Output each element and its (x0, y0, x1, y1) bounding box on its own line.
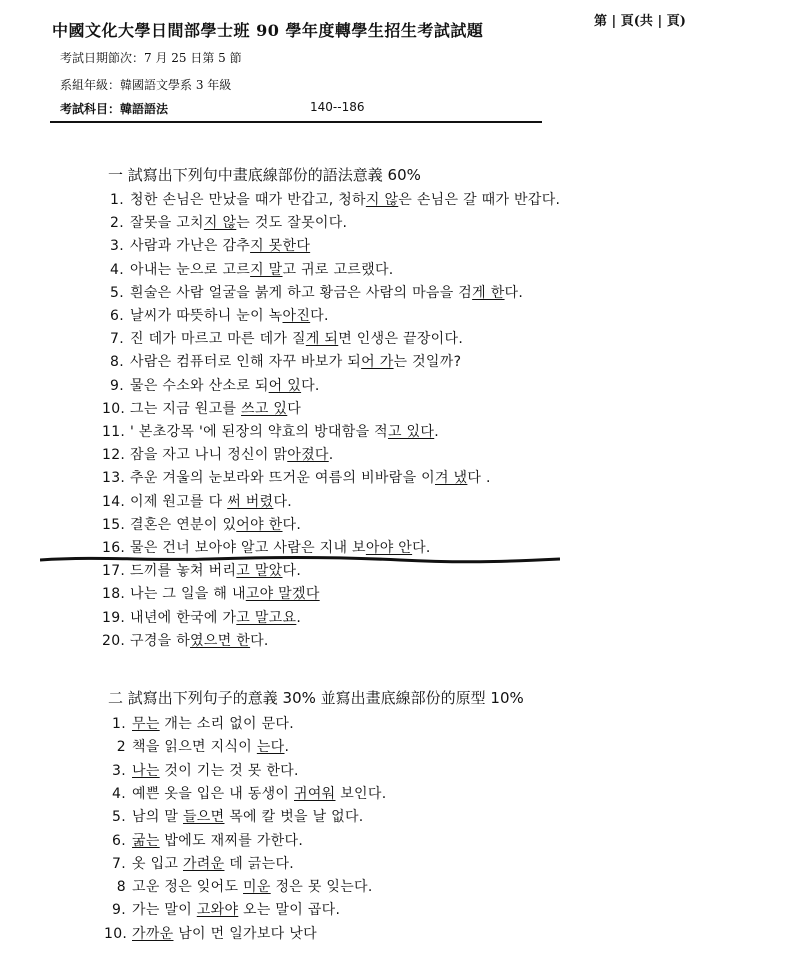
header-divider (50, 121, 542, 123)
underlined-part: 지 말 (250, 261, 283, 278)
question-number: 10. (104, 925, 128, 942)
question-text: 보인다. (335, 785, 387, 802)
question-text: 남의 말 (132, 809, 183, 826)
question-text: 목에 칼 벗을 날 없다. (224, 809, 364, 826)
question-item (102, 282, 523, 302)
question-item (104, 736, 289, 756)
question-text: 다. (504, 284, 524, 301)
question-item (104, 923, 317, 943)
question-item (102, 375, 320, 395)
section-2-heading: 二 試寫出下列句子的意義 30% 並寫出畫底線部份的原型 10% (108, 689, 524, 707)
question-text: 개는 소리 없이 문다. (159, 716, 294, 732)
question-text: 고 귀로 고르랬다. (282, 261, 394, 278)
question-text: 나는 그 일을 해 내 (130, 586, 246, 603)
question-text: . (328, 447, 334, 464)
question-text: 다. (412, 540, 431, 556)
underlined-part: 게 한 (472, 284, 505, 301)
question-item (102, 421, 439, 441)
question-text: 고운 정은 잊어도 (132, 879, 244, 896)
question-number: 7. (110, 331, 124, 348)
question-item (102, 328, 463, 348)
question-number: 5. (110, 284, 124, 301)
underlined-part: 지 않 (365, 192, 399, 208)
question-number: 3. (110, 238, 124, 255)
question-text: . (284, 739, 290, 756)
underlined-part: 들으면 (182, 809, 225, 826)
underlined-part: 지 않 (203, 215, 237, 232)
underlined-part: 고 말고요 (236, 609, 297, 626)
question-number: 10. (102, 400, 126, 417)
question-text: 정은 못 잊는다. (270, 879, 373, 896)
underlined-part: 고와야 (196, 902, 239, 919)
question-text: 물은 건너 보아야 알고 사람은 지내 보 (130, 540, 366, 556)
question-number: 19. (102, 609, 126, 626)
question-text: 잠을 자고 나니 정신이 맑 (130, 447, 288, 464)
underlined-part: 고 말았 (236, 563, 283, 580)
question-number: 8. (110, 354, 124, 371)
question-text: 진 데가 마르고 마른 데가 질 (130, 331, 306, 348)
question-text: 다. (273, 493, 293, 510)
exam-time: 考試日期節次：7 月 25 日第 5 節 (60, 51, 242, 65)
exam-subject: 考試科目：韓語語法 (60, 102, 169, 116)
question-text: 는 것일까? (393, 354, 462, 371)
question-item (104, 830, 303, 850)
question-item (102, 351, 461, 371)
question-text: 다. (250, 632, 269, 649)
question-number: 17. (102, 563, 126, 580)
underlined-part: 는다 (256, 739, 285, 756)
question-number: 15. (102, 516, 126, 533)
underlined-part: 아졌다 (287, 447, 329, 464)
question-item (104, 853, 294, 873)
question-item (104, 713, 294, 733)
underlined-part: 가려운 (182, 855, 225, 872)
question-text: . (296, 609, 302, 626)
question-number: 2 (116, 739, 126, 756)
underlined-part: 겨 냈 (434, 470, 468, 487)
question-text: 결혼은 연분이 있 (130, 516, 237, 533)
question-number: 6. (110, 308, 124, 324)
question-text: 사람과 가난은 감추 (130, 238, 251, 255)
question-text: 다. (310, 308, 329, 324)
department: 系組年級：韓國語文學系 3 年級 (60, 78, 232, 92)
question-number: 4. (112, 785, 126, 802)
question-item (102, 259, 394, 279)
underlined-part: 미운 (243, 879, 271, 896)
question-text: 그는 지금 원고를 (130, 400, 242, 417)
question-text: 데 긁는다. (224, 855, 295, 872)
underlined-part: 굶는 (132, 832, 160, 849)
question-number: 9. (110, 377, 124, 394)
question-item (102, 467, 491, 487)
question-item (102, 583, 320, 603)
question-text: 다. (282, 516, 302, 533)
section-1-heading: 一 試寫出下列句中畫底線部份的語法意義 60% (108, 166, 421, 184)
question-number: 11. (102, 424, 126, 440)
underlined-part: 무는 (132, 716, 160, 732)
question-item (104, 876, 373, 896)
page-number: 第 | 頁(共 | 頁) (594, 14, 686, 29)
underlined-part: 나는 (132, 762, 160, 779)
question-item (102, 607, 301, 627)
question-text: 남이 먼 일가보다 낫다 (173, 925, 317, 942)
question-text: 이제 원고를 다 (130, 493, 228, 510)
question-item (102, 305, 329, 325)
question-text: 밥에도 재찌를 가한다. (159, 832, 304, 849)
question-text: 은 손님은 갈 때가 반갑다. (398, 192, 561, 208)
question-number: 8 (116, 879, 126, 896)
underlined-part: 어 가 (361, 354, 394, 371)
question-text: 다 (287, 400, 302, 417)
question-text: ' 본초강목 '에 된장의 약효의 방대함을 적 (130, 424, 388, 440)
question-item (102, 212, 347, 232)
question-item (102, 630, 269, 650)
question-text: 다. (282, 563, 302, 580)
underlined-part: 아진 (282, 308, 311, 324)
question-text: 가는 말이 (132, 902, 197, 919)
question-text: 청한 손님은 만났을 때가 반갑고, 청하 (130, 192, 366, 208)
question-text: 추운 겨울의 눈보라와 뜨거운 여름의 비바람을 이 (130, 470, 435, 487)
underlined-part: 어야 한 (236, 516, 283, 533)
underlined-part: 써 버렸 (227, 493, 274, 510)
question-text: 다 . (467, 470, 491, 487)
question-number: 16. (102, 540, 126, 556)
underlined-part: 쓰고 있 (241, 400, 288, 417)
question-number: 20. (102, 632, 126, 649)
question-text: 아내는 눈으로 고르 (130, 261, 251, 278)
underlined-part: 아야 안 (365, 540, 413, 556)
question-text: 책을 읽으면 지식이 (132, 739, 257, 756)
underlined-part: 였으면 한 (190, 632, 251, 649)
question-item (104, 760, 299, 780)
question-item (104, 783, 386, 803)
question-number: 13. (102, 470, 126, 487)
question-number: 18. (102, 586, 126, 603)
question-item (102, 189, 560, 209)
underlined-part: 고 있다 (387, 424, 435, 440)
question-text: 것이 기는 것 못 한다. (159, 762, 299, 779)
question-text: 사람은 컴퓨터로 인해 자꾸 바보가 되 (130, 354, 362, 371)
exam-code: 140--186 (310, 100, 365, 114)
exam-title: 中國文化大學日間部學士班 90 學年度轉學生招生考試試題 (52, 21, 484, 40)
question-text: 는 것도 잘못이다. (236, 215, 348, 232)
question-text: 흰술은 사람 얼굴을 붉게 하고 황금은 사람의 마음을 검 (130, 284, 473, 301)
question-number: 1. (110, 192, 124, 208)
question-number: 7. (112, 855, 126, 872)
question-number: 3. (112, 762, 126, 779)
underlined-part: 게 되 (305, 331, 339, 348)
question-number: 1. (112, 716, 126, 732)
question-item (104, 806, 364, 826)
question-number: 2. (110, 215, 124, 232)
question-number: 5. (112, 809, 126, 826)
question-text: . (434, 424, 439, 440)
question-number: 4. (110, 261, 124, 278)
question-item (102, 398, 301, 418)
question-number: 9. (112, 902, 126, 919)
question-item (102, 491, 292, 511)
underlined-part: 어 있 (268, 377, 302, 394)
underlined-part: 고야 말겠다 (245, 586, 320, 603)
question-text: 잘못을 고치 (130, 215, 204, 232)
question-text: 오는 말이 곱다. (238, 902, 341, 919)
question-text: 물은 수소와 산소로 되 (130, 377, 269, 394)
underlined-part: 가까운 (132, 925, 174, 942)
question-text: 다. (301, 377, 320, 394)
question-item (102, 235, 310, 255)
question-text: 구경을 하 (130, 632, 191, 649)
question-number: 12. (102, 447, 126, 464)
question-text: 옷 입고 (132, 855, 183, 872)
question-number: 14. (102, 493, 126, 510)
question-text: 드끼를 놓쳐 버리 (130, 563, 237, 580)
question-text: 예쁜 옷을 입은 내 동생이 (132, 785, 294, 802)
underlined-part: 귀여워 (294, 785, 336, 802)
question-number: 6. (112, 832, 126, 849)
question-text: 내년에 한국에 가 (130, 609, 237, 626)
question-text: 날씨가 따뜻하니 눈이 녹 (130, 308, 283, 324)
question-text: 면 인생은 끝장이다. (338, 331, 464, 348)
underlined-part: 지 못한다 (250, 238, 311, 255)
question-item (102, 514, 301, 534)
question-item (102, 444, 334, 464)
question-item (104, 899, 340, 919)
handwritten-strikethrough (40, 553, 560, 565)
